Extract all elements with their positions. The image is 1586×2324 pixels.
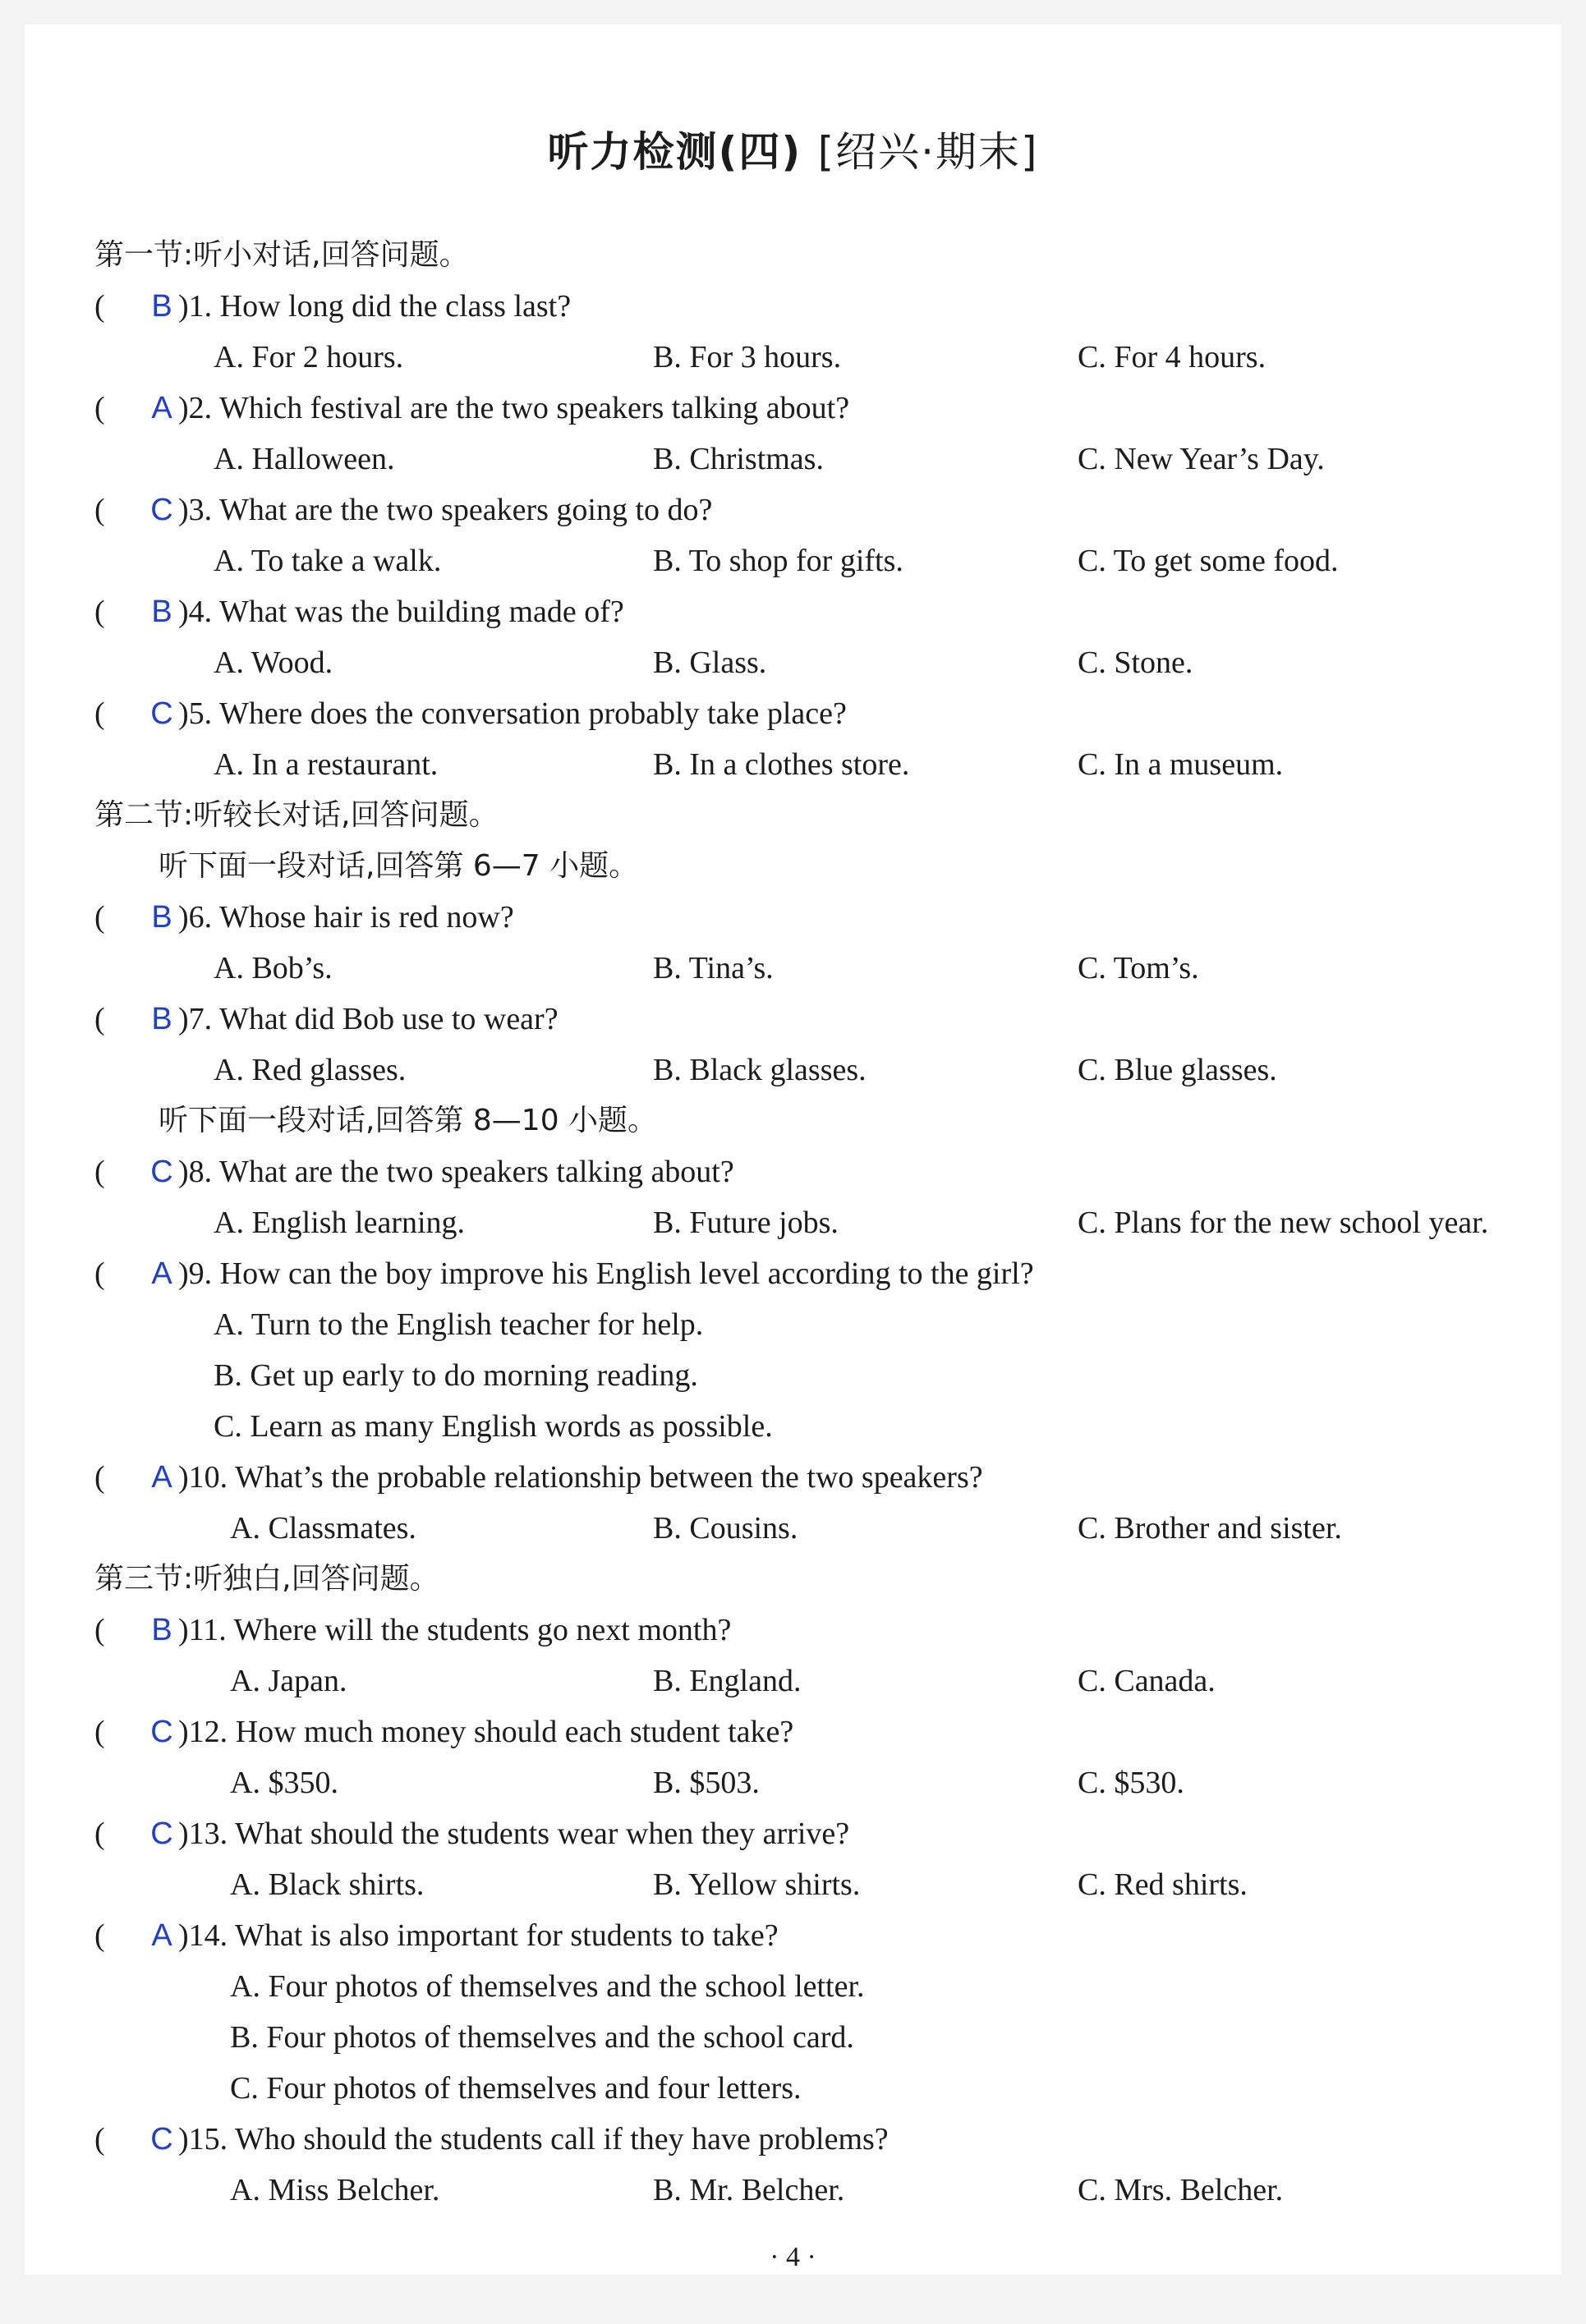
- option-a: A. $350.: [230, 1766, 338, 1800]
- option-row: [94, 1656, 1540, 1706]
- answer-mark: A: [151, 391, 172, 425]
- option-c: C. Red shirts.: [1078, 1867, 1248, 1902]
- question-text: 7. What did Bob use to wear?: [188, 1002, 559, 1036]
- option-a: A. To take a walk.: [214, 544, 442, 578]
- option-b: B. Tina’s.: [653, 951, 774, 985]
- section-heading: 第三节:听独白,回答问题。: [94, 1562, 439, 1596]
- answer-mark: A: [151, 1256, 172, 1291]
- question-text: 4. What was the building made of?: [188, 595, 624, 629]
- option-b: B. Four photos of themselves and the school card.: [230, 2020, 854, 2055]
- answer-mark: B: [151, 595, 172, 629]
- option-a: A. Classmates.: [230, 1511, 416, 1546]
- question-stem: ( A )10. What’s the probable relationship between the two speakers?: [94, 1452, 1540, 1503]
- option-c: C. Brother and sister.: [1078, 1511, 1342, 1546]
- option-a: A. Red glasses.: [214, 1053, 407, 1087]
- option-row: [94, 1197, 1540, 1248]
- question-stem: ( C )8. What are the two speakers talking about?: [94, 1146, 1540, 1197]
- option-b: B. For 3 hours.: [653, 340, 842, 374]
- option-a: A. Black shirts.: [230, 1867, 425, 1902]
- option-c: C. To get some food.: [1078, 544, 1339, 578]
- option-c: C. Blue glasses.: [1078, 1053, 1277, 1087]
- option-b: B. Christmas.: [653, 442, 824, 476]
- answer-mark: B: [151, 900, 172, 935]
- option-b: B. $503.: [653, 1766, 760, 1800]
- question-stem: ( B )11. Where will the students go next month?: [94, 1605, 1540, 1656]
- question-text: 2. Which festival are the two speakers talking about?: [188, 391, 850, 425]
- question-text: 15. Who should the students call if they have problems?: [188, 2122, 889, 2156]
- section-heading: 第一节:听小对话,回答问题。: [94, 238, 469, 272]
- option-a: A. For 2 hours.: [214, 340, 404, 374]
- option-row: [94, 434, 1540, 485]
- question-text: 5. Where does the conversation probably take place?: [188, 696, 847, 731]
- option-c: C. Mrs. Belcher.: [1078, 2173, 1284, 2207]
- question-stem: ( A )9. How can the boy improve his English level according to the girl?: [94, 1248, 1540, 1299]
- option-row: [94, 1757, 1540, 1808]
- question-stem: ( B )7. What did Bob use to wear?: [94, 994, 1540, 1045]
- instruction-text: 听下面一段对话,回答第 6—7 小题。: [159, 849, 639, 883]
- question-stem: ( B )4. What was the building made of?: [94, 586, 1540, 637]
- question-stem: ( B )6. Whose hair is red now?: [94, 892, 1540, 943]
- answer-mark: B: [151, 1613, 172, 1647]
- instruction-text: 听下面一段对话,回答第 8—10 小题。: [159, 1104, 658, 1137]
- page-title: [25, 119, 1561, 178]
- question-stem: ( C )15. Who should the students call if they have problems?: [94, 2114, 1540, 2165]
- answer-mark: C: [150, 1816, 173, 1851]
- option-c: C. Learn as many English words as possible.: [214, 1409, 773, 1444]
- option-row: [94, 943, 1540, 994]
- option-b: B. Glass.: [653, 645, 767, 680]
- option-c: C. Plans for the new school year.: [1078, 1206, 1489, 1240]
- question-text: 13. What should the students wear when they arrive?: [188, 1816, 850, 1851]
- option-a: A. Four photos of themselves and the school letter.: [230, 1969, 865, 2004]
- question-text: 1. How long did the class last?: [188, 289, 572, 324]
- answer-mark: C: [150, 493, 173, 527]
- question-text: 8. What are the two speakers talking about?: [188, 1155, 734, 1189]
- option-c: C. Stone.: [1078, 645, 1193, 680]
- question-stem: ( C )12. How much money should each student take?: [94, 1706, 1540, 1757]
- option-b: B. Cousins.: [653, 1511, 798, 1546]
- question-stem: ( C )13. What should the students wear when they arrive?: [94, 1808, 1540, 1859]
- option-row: [94, 1045, 1540, 1095]
- option-c: C. In a museum.: [1078, 747, 1284, 782]
- title-tag: [绍兴·期末]: [817, 128, 1039, 176]
- option-a: A. Turn to the English teacher for help.: [214, 1307, 704, 1342]
- section-heading: 第二节:听较长对话,回答问题。: [94, 798, 499, 832]
- option-c: C. Tom’s.: [1078, 951, 1199, 985]
- option-b: B. Yellow shirts.: [653, 1867, 861, 1902]
- option-a: A. English learning.: [214, 1206, 466, 1240]
- option-row: [94, 637, 1540, 688]
- page-number: · 4 ·: [770, 2242, 816, 2272]
- option-b: B. In a clothes store.: [653, 747, 910, 782]
- option-c: C. For 4 hours.: [1078, 340, 1267, 374]
- worksheet-page: [25, 25, 1561, 2275]
- option-b: B. Future jobs.: [653, 1206, 839, 1240]
- option-b: B. Mr. Belcher.: [653, 2173, 845, 2207]
- option-b: B. To shop for gifts.: [653, 544, 903, 578]
- option-row: [94, 739, 1540, 790]
- question-stem: ( C )5. Where does the conversation probably take place?: [94, 688, 1540, 739]
- option-a: A. Japan.: [230, 1664, 347, 1698]
- option-a: A. Bob’s.: [214, 951, 333, 985]
- option-b: B. Get up early to do morning reading.: [214, 1358, 698, 1393]
- title-text: 听力检测(四): [547, 128, 802, 176]
- option-row: [94, 2165, 1540, 2216]
- answer-mark: C: [150, 2122, 173, 2156]
- option-c: C. $530.: [1078, 1766, 1184, 1800]
- question-text: 6. Whose hair is red now?: [188, 900, 514, 935]
- option-b: B. Black glasses.: [653, 1053, 867, 1087]
- option-row: [94, 1859, 1540, 1910]
- option-row: [94, 535, 1540, 586]
- answer-mark: A: [151, 1918, 172, 1953]
- option-a: A. Halloween.: [214, 442, 395, 476]
- question-stem: ( A )14. What is also important for students to take?: [94, 1910, 1540, 1961]
- question-stem: ( B )1. How long did the class last?: [94, 281, 1540, 332]
- answer-mark: C: [150, 1155, 173, 1189]
- option-a: A. In a restaurant.: [214, 747, 439, 782]
- option-c: C. Canada.: [1078, 1664, 1216, 1698]
- option-row: [94, 332, 1540, 383]
- option-c: C. Four photos of themselves and four letters.: [230, 2071, 802, 2106]
- option-a: A. Miss Belcher.: [230, 2173, 440, 2207]
- answer-mark: B: [151, 289, 172, 324]
- question-text: 3. What are the two speakers going to do?: [188, 493, 713, 527]
- question-stem: ( C )3. What are the two speakers going to do?: [94, 485, 1540, 535]
- option-a: A. Wood.: [214, 645, 333, 680]
- question-text: 11. Where will the students go next month?: [188, 1613, 732, 1647]
- answer-mark: A: [151, 1460, 172, 1495]
- question-body: [94, 230, 1540, 2216]
- question-text: 12. How much money should each student take?: [188, 1715, 794, 1749]
- question-text: 10. What’s the probable relationship between the two speakers?: [188, 1460, 983, 1495]
- option-row: [94, 1503, 1540, 1554]
- question-stem: ( A )2. Which festival are the two speakers talking about?: [94, 383, 1540, 434]
- question-text: 9. How can the boy improve his English level according to the girl?: [188, 1256, 1034, 1291]
- question-text: 14. What is also important for students to take?: [188, 1918, 779, 1953]
- answer-mark: C: [150, 696, 173, 731]
- option-b: B. England.: [653, 1664, 802, 1698]
- option-c: C. New Year’s Day.: [1078, 442, 1325, 476]
- answer-mark: C: [150, 1715, 173, 1749]
- answer-mark: B: [151, 1002, 172, 1036]
